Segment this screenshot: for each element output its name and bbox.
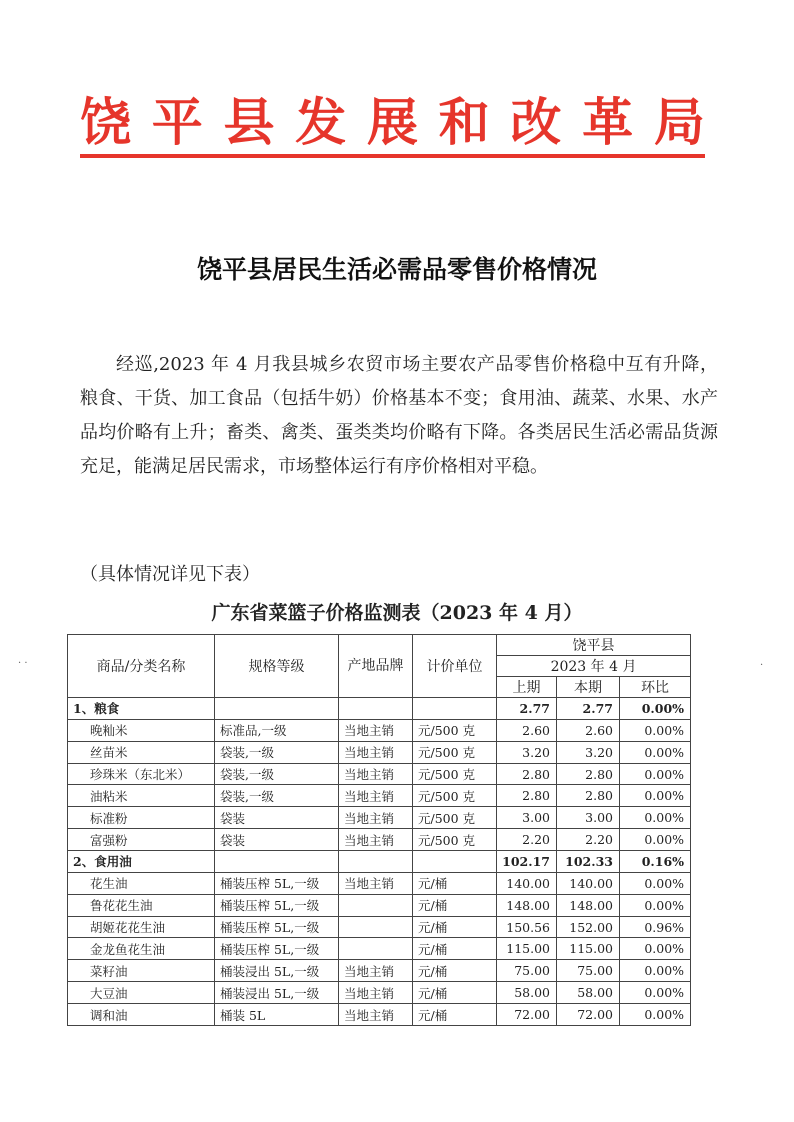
- agency-char: 局: [653, 93, 705, 153]
- cell-prev: 102.17: [497, 851, 557, 873]
- table-row: [68, 719, 691, 741]
- agency-char: 展: [366, 93, 418, 153]
- header-region: 饶平县: [497, 635, 691, 656]
- cell-curr: 2.60: [557, 719, 620, 741]
- cell-prev: 115.00: [497, 938, 557, 960]
- cell-unit: 元/桶: [413, 894, 497, 916]
- header-prev: 上期: [497, 677, 557, 698]
- cell-name: 晚籼米: [68, 719, 215, 741]
- cell-change: 0.00%: [620, 741, 691, 763]
- table-row: [68, 785, 691, 807]
- table-body: [68, 698, 691, 1026]
- cell-prev: 3.00: [497, 807, 557, 829]
- cell-change: 0.96%: [620, 916, 691, 938]
- cell-spec: 桶装压榨 5L,一级: [215, 916, 339, 938]
- table-row: [68, 807, 691, 829]
- table-reference-note: （具体情况详见下表）: [80, 564, 260, 585]
- cell-spec: 桶装 5L: [215, 1004, 339, 1026]
- cell-change: 0.00%: [620, 829, 691, 851]
- table-row: [68, 982, 691, 1004]
- cell-unit: 元/桶: [413, 982, 497, 1004]
- cell-unit: 元/桶: [413, 872, 497, 894]
- cell-spec: 桶装压榨 5L,一级: [215, 938, 339, 960]
- cell-change: 0.00%: [620, 872, 691, 894]
- cell-unit: 元/500 克: [413, 741, 497, 763]
- cell-curr: 115.00: [557, 938, 620, 960]
- cell-name: 金龙鱼花生油: [68, 938, 215, 960]
- table-row: [68, 938, 691, 960]
- header-spec: 规格等级: [215, 635, 339, 698]
- header-unit: 计价单位: [413, 635, 497, 698]
- table-row: [68, 1004, 691, 1026]
- cell-name: 2、食用油: [68, 851, 215, 873]
- cell-change: 0.00%: [620, 698, 691, 720]
- table-row: [68, 763, 691, 785]
- header-curr: 本期: [557, 677, 620, 698]
- cell-unit: 元/500 克: [413, 785, 497, 807]
- cell-origin: 当地主销: [339, 785, 413, 807]
- cell-curr: 58.00: [557, 982, 620, 1004]
- table-row: [68, 741, 691, 763]
- cell-name: 珍珠米（东北米）: [68, 763, 215, 785]
- cell-origin: 当地主销: [339, 807, 413, 829]
- agency-char: 饶: [80, 93, 132, 153]
- cell-curr: 72.00: [557, 1004, 620, 1026]
- header-origin: [339, 635, 413, 698]
- cell-name: 大豆油: [68, 982, 215, 1004]
- cell-prev: 150.56: [497, 916, 557, 938]
- cell-curr: 3.00: [557, 807, 620, 829]
- cell-name: 标准粉: [68, 807, 215, 829]
- cell-unit: 元/500 克: [413, 829, 497, 851]
- category-row: [68, 698, 691, 720]
- cell-unit: 元/桶: [413, 938, 497, 960]
- cell-name: 菜籽油: [68, 960, 215, 982]
- cell-prev: 148.00: [497, 894, 557, 916]
- agency-char: 平: [151, 93, 203, 153]
- cell-name: 油粘米: [68, 785, 215, 807]
- cell-prev: 75.00: [497, 960, 557, 982]
- agency-letterhead: [80, 86, 705, 153]
- scan-speck: · ·: [18, 658, 28, 669]
- cell-prev: 2.80: [497, 785, 557, 807]
- cell-spec: 袋装,一级: [215, 741, 339, 763]
- cell-origin: 当地主销: [339, 982, 413, 1004]
- cell-change: 0.00%: [620, 960, 691, 982]
- cell-origin: [339, 698, 413, 720]
- cell-name: 调和油: [68, 1004, 215, 1026]
- cell-origin: [339, 938, 413, 960]
- cell-curr: 102.33: [557, 851, 620, 873]
- table-row: [68, 960, 691, 982]
- cell-origin: [339, 851, 413, 873]
- cell-change: 0.00%: [620, 894, 691, 916]
- cell-unit: 元/500 克: [413, 807, 497, 829]
- cell-unit: 元/500 克: [413, 763, 497, 785]
- category-row: [68, 851, 691, 873]
- cell-origin: [339, 916, 413, 938]
- cell-curr: 75.00: [557, 960, 620, 982]
- cell-curr: 2.77: [557, 698, 620, 720]
- cell-change: 0.00%: [620, 807, 691, 829]
- cell-spec: 袋装,一级: [215, 763, 339, 785]
- agency-char: 发: [295, 93, 347, 153]
- cell-prev: 2.60: [497, 719, 557, 741]
- header-change: 环比: [620, 677, 691, 698]
- cell-curr: 148.00: [557, 894, 620, 916]
- cell-curr: 2.20: [557, 829, 620, 851]
- table-header-row: [68, 635, 691, 656]
- scan-speck: ·: [760, 660, 764, 671]
- cell-spec: 桶装压榨 5L,一级: [215, 872, 339, 894]
- cell-curr: 2.80: [557, 763, 620, 785]
- cell-name: 丝苗米: [68, 741, 215, 763]
- cell-change: 0.00%: [620, 785, 691, 807]
- cell-curr: 3.20: [557, 741, 620, 763]
- cell-prev: 3.20: [497, 741, 557, 763]
- document-title: 饶平县居民生活必需品零售价格情况: [196, 255, 597, 284]
- cell-origin: [339, 894, 413, 916]
- cell-change: 0.00%: [620, 763, 691, 785]
- cell-name: 胡姬花花生油: [68, 916, 215, 938]
- cell-prev: 58.00: [497, 982, 557, 1004]
- cell-change: 0.00%: [620, 719, 691, 741]
- cell-prev: 2.80: [497, 763, 557, 785]
- cell-curr: 2.80: [557, 785, 620, 807]
- cell-prev: 2.20: [497, 829, 557, 851]
- cell-spec: 袋装,一级: [215, 785, 339, 807]
- cell-name: 花生油: [68, 872, 215, 894]
- cell-spec: 桶装浸出 5L,一级: [215, 960, 339, 982]
- cell-origin: 当地主销: [339, 741, 413, 763]
- cell-origin: 当地主销: [339, 719, 413, 741]
- agency-char: 革: [582, 93, 634, 153]
- cell-unit: 元/桶: [413, 1004, 497, 1026]
- cell-curr: 152.00: [557, 916, 620, 938]
- cell-name: 1、粮食: [68, 698, 215, 720]
- cell-unit: 元/500 克: [413, 719, 497, 741]
- cell-origin: 当地主销: [339, 872, 413, 894]
- cell-curr: 140.00: [557, 872, 620, 894]
- cell-prev: 72.00: [497, 1004, 557, 1026]
- agency-char: 县: [223, 93, 275, 153]
- cell-change: 0.00%: [620, 1004, 691, 1026]
- cell-change: 0.00%: [620, 982, 691, 1004]
- table-row: [68, 916, 691, 938]
- cell-origin: 当地主销: [339, 960, 413, 982]
- table-row: [68, 894, 691, 916]
- cell-spec: 桶装浸出 5L,一级: [215, 982, 339, 1004]
- cell-unit: [413, 698, 497, 720]
- cell-origin: 当地主销: [339, 829, 413, 851]
- cell-change: 0.00%: [620, 938, 691, 960]
- cell-spec: 桶装压榨 5L,一级: [215, 894, 339, 916]
- header-period: 2023 年 4 月: [497, 656, 691, 677]
- cell-spec: 袋装: [215, 807, 339, 829]
- cell-prev: 2.77: [497, 698, 557, 720]
- table-row: [68, 872, 691, 894]
- agency-char: 改: [510, 93, 562, 153]
- cell-prev: 140.00: [497, 872, 557, 894]
- header-name: 商品/分类名称: [68, 635, 215, 698]
- cell-origin: 当地主销: [339, 1004, 413, 1026]
- table-title: 广东省菜篮子价格监测表（2023 年 4 月）: [211, 602, 583, 624]
- cell-name: 鲁花花生油: [68, 894, 215, 916]
- cell-unit: [413, 851, 497, 873]
- table-row: [68, 829, 691, 851]
- cell-unit: 元/桶: [413, 960, 497, 982]
- cell-origin: 当地主销: [339, 763, 413, 785]
- agency-char: 和: [438, 93, 490, 153]
- cell-spec: 标准品,一级: [215, 719, 339, 741]
- cell-spec: [215, 698, 339, 720]
- cell-spec: 袋装: [215, 829, 339, 851]
- letterhead-red-rule: [80, 154, 705, 158]
- price-monitoring-table: [67, 634, 691, 1026]
- header-origin-text: 产地品牌: [347, 658, 404, 674]
- cell-unit: 元/桶: [413, 916, 497, 938]
- cell-spec: [215, 851, 339, 873]
- cell-name: 富强粉: [68, 829, 215, 851]
- cell-change: 0.16%: [620, 851, 691, 873]
- summary-paragraph: 经巡,2023 年 4 月我县城乡农贸市场主要农产品零售价格稳中互有升降，粮食、干货、加工食品（包括牛奶）价格基本不变；食用油、蔬菜、水果、水产品均价略有上升；畜类、禽类、蛋类类均价略有下降。各类居民生活必需品货源充足，能满足居民需求，市场整体运行有序价格相对平稳。: [80, 354, 718, 477]
